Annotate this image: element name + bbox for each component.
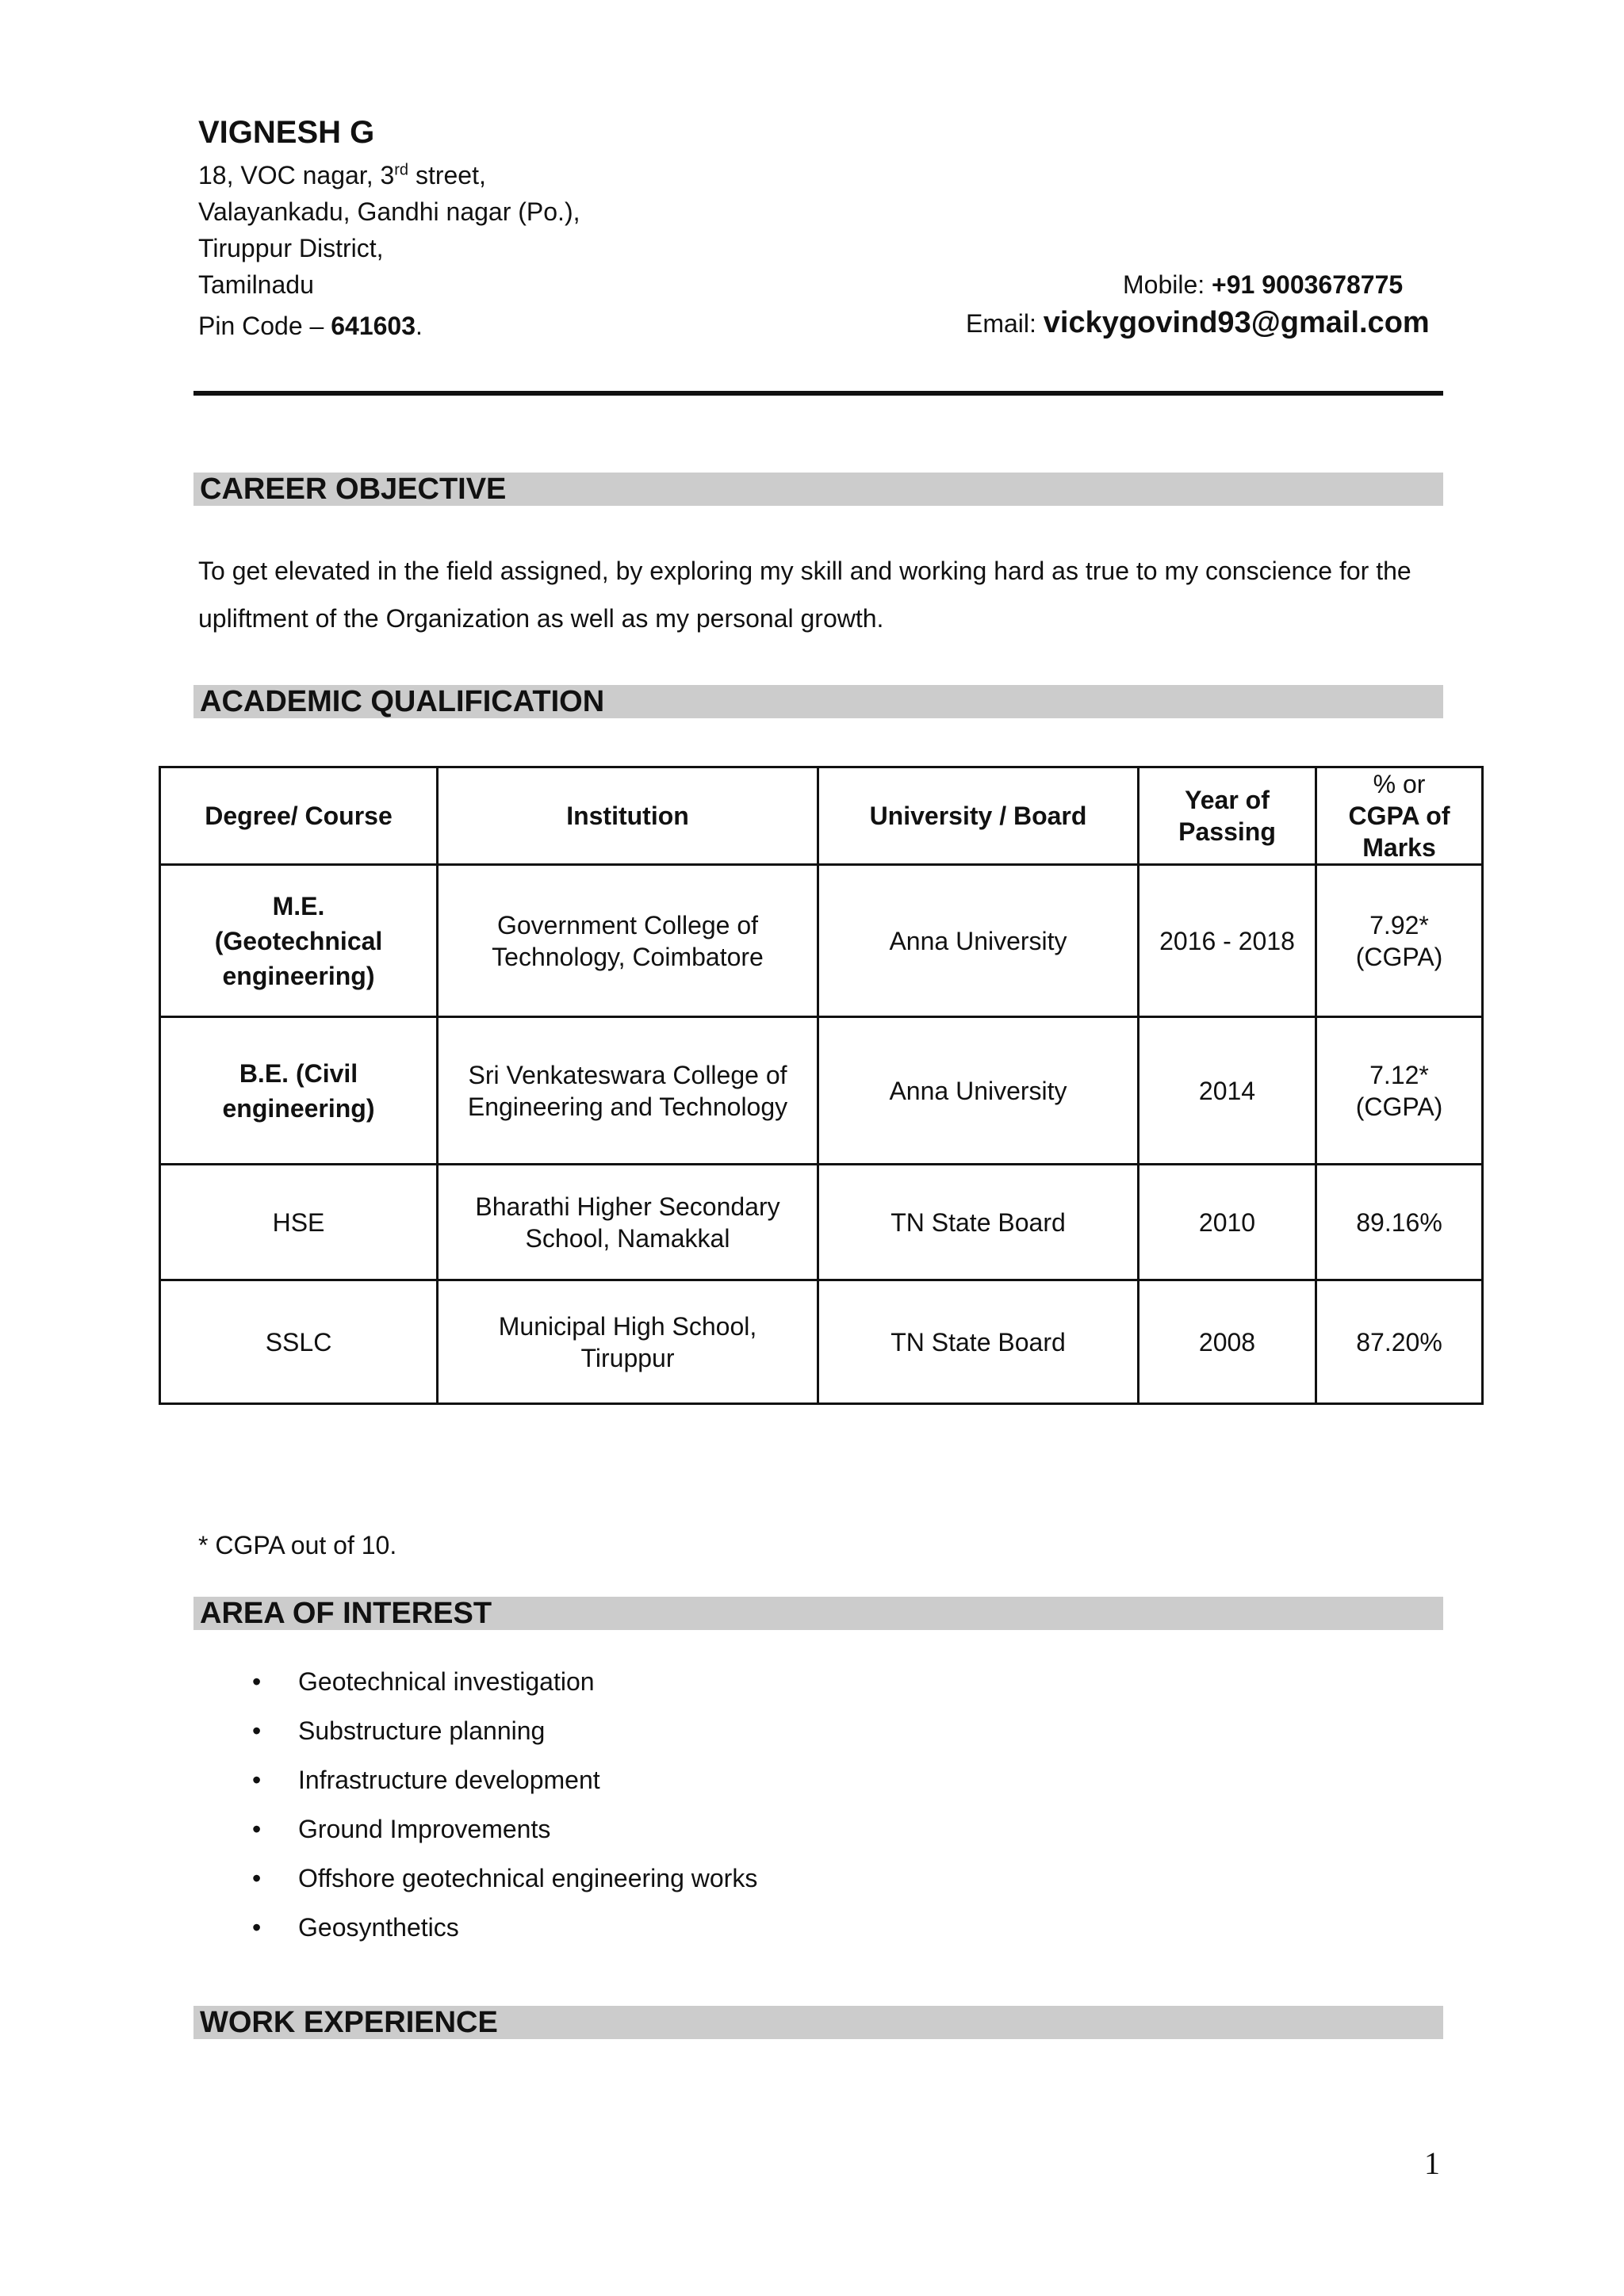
header-year-line2: Passing	[1178, 817, 1276, 846]
list-item	[198, 1860, 757, 1909]
interest-text: Ground Improvements	[298, 1815, 551, 1843]
address-ordinal-suffix: rd	[394, 161, 409, 179]
marks-line1: 7.12*	[1369, 1060, 1429, 1089]
cell-marks	[1316, 1017, 1483, 1165]
career-objective-text: To get elevated in the field assigned, by exploring my skill and working hard as true to my conscience for the upliftment of the Organization as well as my personal growth.	[198, 557, 1411, 633]
address-line-1-text: 18, VOC nagar, 3	[198, 161, 395, 189]
pin-code	[198, 308, 423, 344]
cell-marks: 89.16%	[1316, 1165, 1483, 1280]
cell-marks	[1316, 865, 1483, 1017]
cell-marks: 87.20%	[1316, 1280, 1483, 1404]
email-label: Email:	[966, 309, 1044, 338]
institution-line1: Municipal High School,	[498, 1311, 757, 1341]
cell-institution	[438, 865, 818, 1017]
mobile	[1123, 266, 1403, 303]
table-row	[160, 865, 1483, 1017]
interest-text: Infrastructure development	[298, 1766, 600, 1794]
header-divider	[193, 391, 1443, 396]
pin-code-suffix: .	[416, 312, 423, 340]
list-item	[198, 1909, 757, 1958]
cell-university: TN State Board	[818, 1165, 1139, 1280]
marks-line2: (CGPA)	[1355, 942, 1443, 971]
section-title: ACADEMIC QUALIFICATION	[200, 685, 605, 718]
section-area-of-interest	[193, 1597, 1443, 1630]
header-marks	[1316, 767, 1483, 865]
degree-line2: engineering)	[222, 1093, 375, 1123]
marks-line1: 7.92*	[1369, 910, 1429, 939]
bullet-icon: •	[252, 1716, 262, 1745]
cell-university: Anna University	[818, 865, 1139, 1017]
interest-list	[198, 1663, 757, 1958]
list-item	[198, 1811, 757, 1860]
cell-year: 2016 - 2018	[1139, 865, 1316, 1017]
address-line-4: Tamilnadu	[198, 270, 314, 299]
marks-line2: (CGPA)	[1355, 1092, 1443, 1121]
header-marks-line1: % or	[1373, 770, 1426, 798]
cell-institution	[438, 1017, 818, 1165]
degree-line3: engineering)	[222, 961, 375, 990]
header-year-line1: Year of	[1185, 786, 1270, 814]
list-item	[198, 1663, 757, 1712]
institution-line1: Government College of	[496, 910, 759, 939]
cell-university: Anna University	[818, 1017, 1139, 1165]
mobile-number: +91 9003678775	[1212, 270, 1404, 299]
table-row	[160, 1017, 1483, 1165]
academic-table	[159, 766, 1484, 1405]
header-marks-line2: CGPA of	[1348, 802, 1450, 830]
mobile-label: Mobile:	[1123, 270, 1212, 299]
pin-code-label: Pin Code –	[198, 312, 331, 340]
bullet-icon: •	[252, 1864, 262, 1892]
address-line-1	[198, 157, 486, 193]
address-line-2: Valayankadu, Gandhi nagar (Po.),	[198, 197, 580, 226]
header-degree: Degree/ Course	[160, 767, 438, 865]
address-line-3: Tiruppur District,	[198, 234, 384, 262]
cell-institution	[438, 1165, 818, 1280]
institution-line1: Bharathi Higher Secondary	[475, 1192, 780, 1221]
list-item	[198, 1762, 757, 1811]
institution-line2: Technology, Coimbatore	[492, 942, 764, 971]
section-career-objective	[193, 473, 1443, 506]
table-header-row	[160, 767, 1483, 865]
cell-degree: HSE	[160, 1165, 438, 1280]
email-address: vickygovind93@gmail.com	[1043, 306, 1430, 339]
cgpa-footnote: * CGPA out of 10.	[198, 1531, 397, 1559]
header-institution: Institution	[438, 767, 818, 865]
cell-degree	[160, 1017, 438, 1165]
cell-year: 2014	[1139, 1017, 1316, 1165]
interest-text: Offshore geotechnical engineering works	[298, 1864, 758, 1892]
interest-text: Geosynthetics	[298, 1913, 459, 1942]
institution-line1: Sri Venkateswara College of	[468, 1060, 787, 1089]
interest-text: Substructure planning	[298, 1716, 546, 1745]
candidate-name: VIGNESH G	[198, 115, 375, 150]
header-university: University / Board	[818, 767, 1139, 865]
cell-institution	[438, 1280, 818, 1404]
bullet-icon: •	[252, 1815, 262, 1843]
table-row	[160, 1165, 1483, 1280]
section-title: CAREER OBJECTIVE	[200, 473, 507, 506]
cell-degree	[160, 865, 438, 1017]
section-work-experience	[193, 2006, 1443, 2039]
section-title: WORK EXPERIENCE	[200, 2006, 498, 2039]
degree-line1: B.E. (Civil	[239, 1058, 358, 1088]
institution-line2: Engineering and Technology	[467, 1092, 788, 1121]
section-title: AREA OF INTEREST	[200, 1597, 492, 1630]
bullet-icon: •	[252, 1667, 262, 1696]
cell-degree: SSLC	[160, 1280, 438, 1404]
header-marks-line3: Marks	[1362, 833, 1436, 862]
cell-university: TN State Board	[818, 1280, 1139, 1404]
degree-line2: (Geotechnical	[214, 926, 383, 955]
table-row	[160, 1280, 1483, 1404]
header-year	[1139, 767, 1316, 865]
interest-text: Geotechnical investigation	[298, 1667, 595, 1696]
bullet-icon: •	[252, 1766, 262, 1794]
institution-line2: School, Namakkal	[525, 1223, 730, 1253]
section-academic-qualification	[193, 685, 1443, 718]
bullet-icon: •	[252, 1913, 262, 1942]
degree-line1: M.E.	[272, 891, 325, 920]
email	[966, 304, 1430, 342]
cell-year: 2008	[1139, 1280, 1316, 1404]
pin-code-value: 641603	[331, 312, 416, 340]
list-item	[198, 1712, 757, 1762]
address-line-1-tail: street,	[408, 161, 486, 189]
page-number: 1	[1424, 2145, 1440, 2181]
cell-year: 2010	[1139, 1165, 1316, 1280]
institution-line2: Tiruppur	[580, 1343, 675, 1372]
